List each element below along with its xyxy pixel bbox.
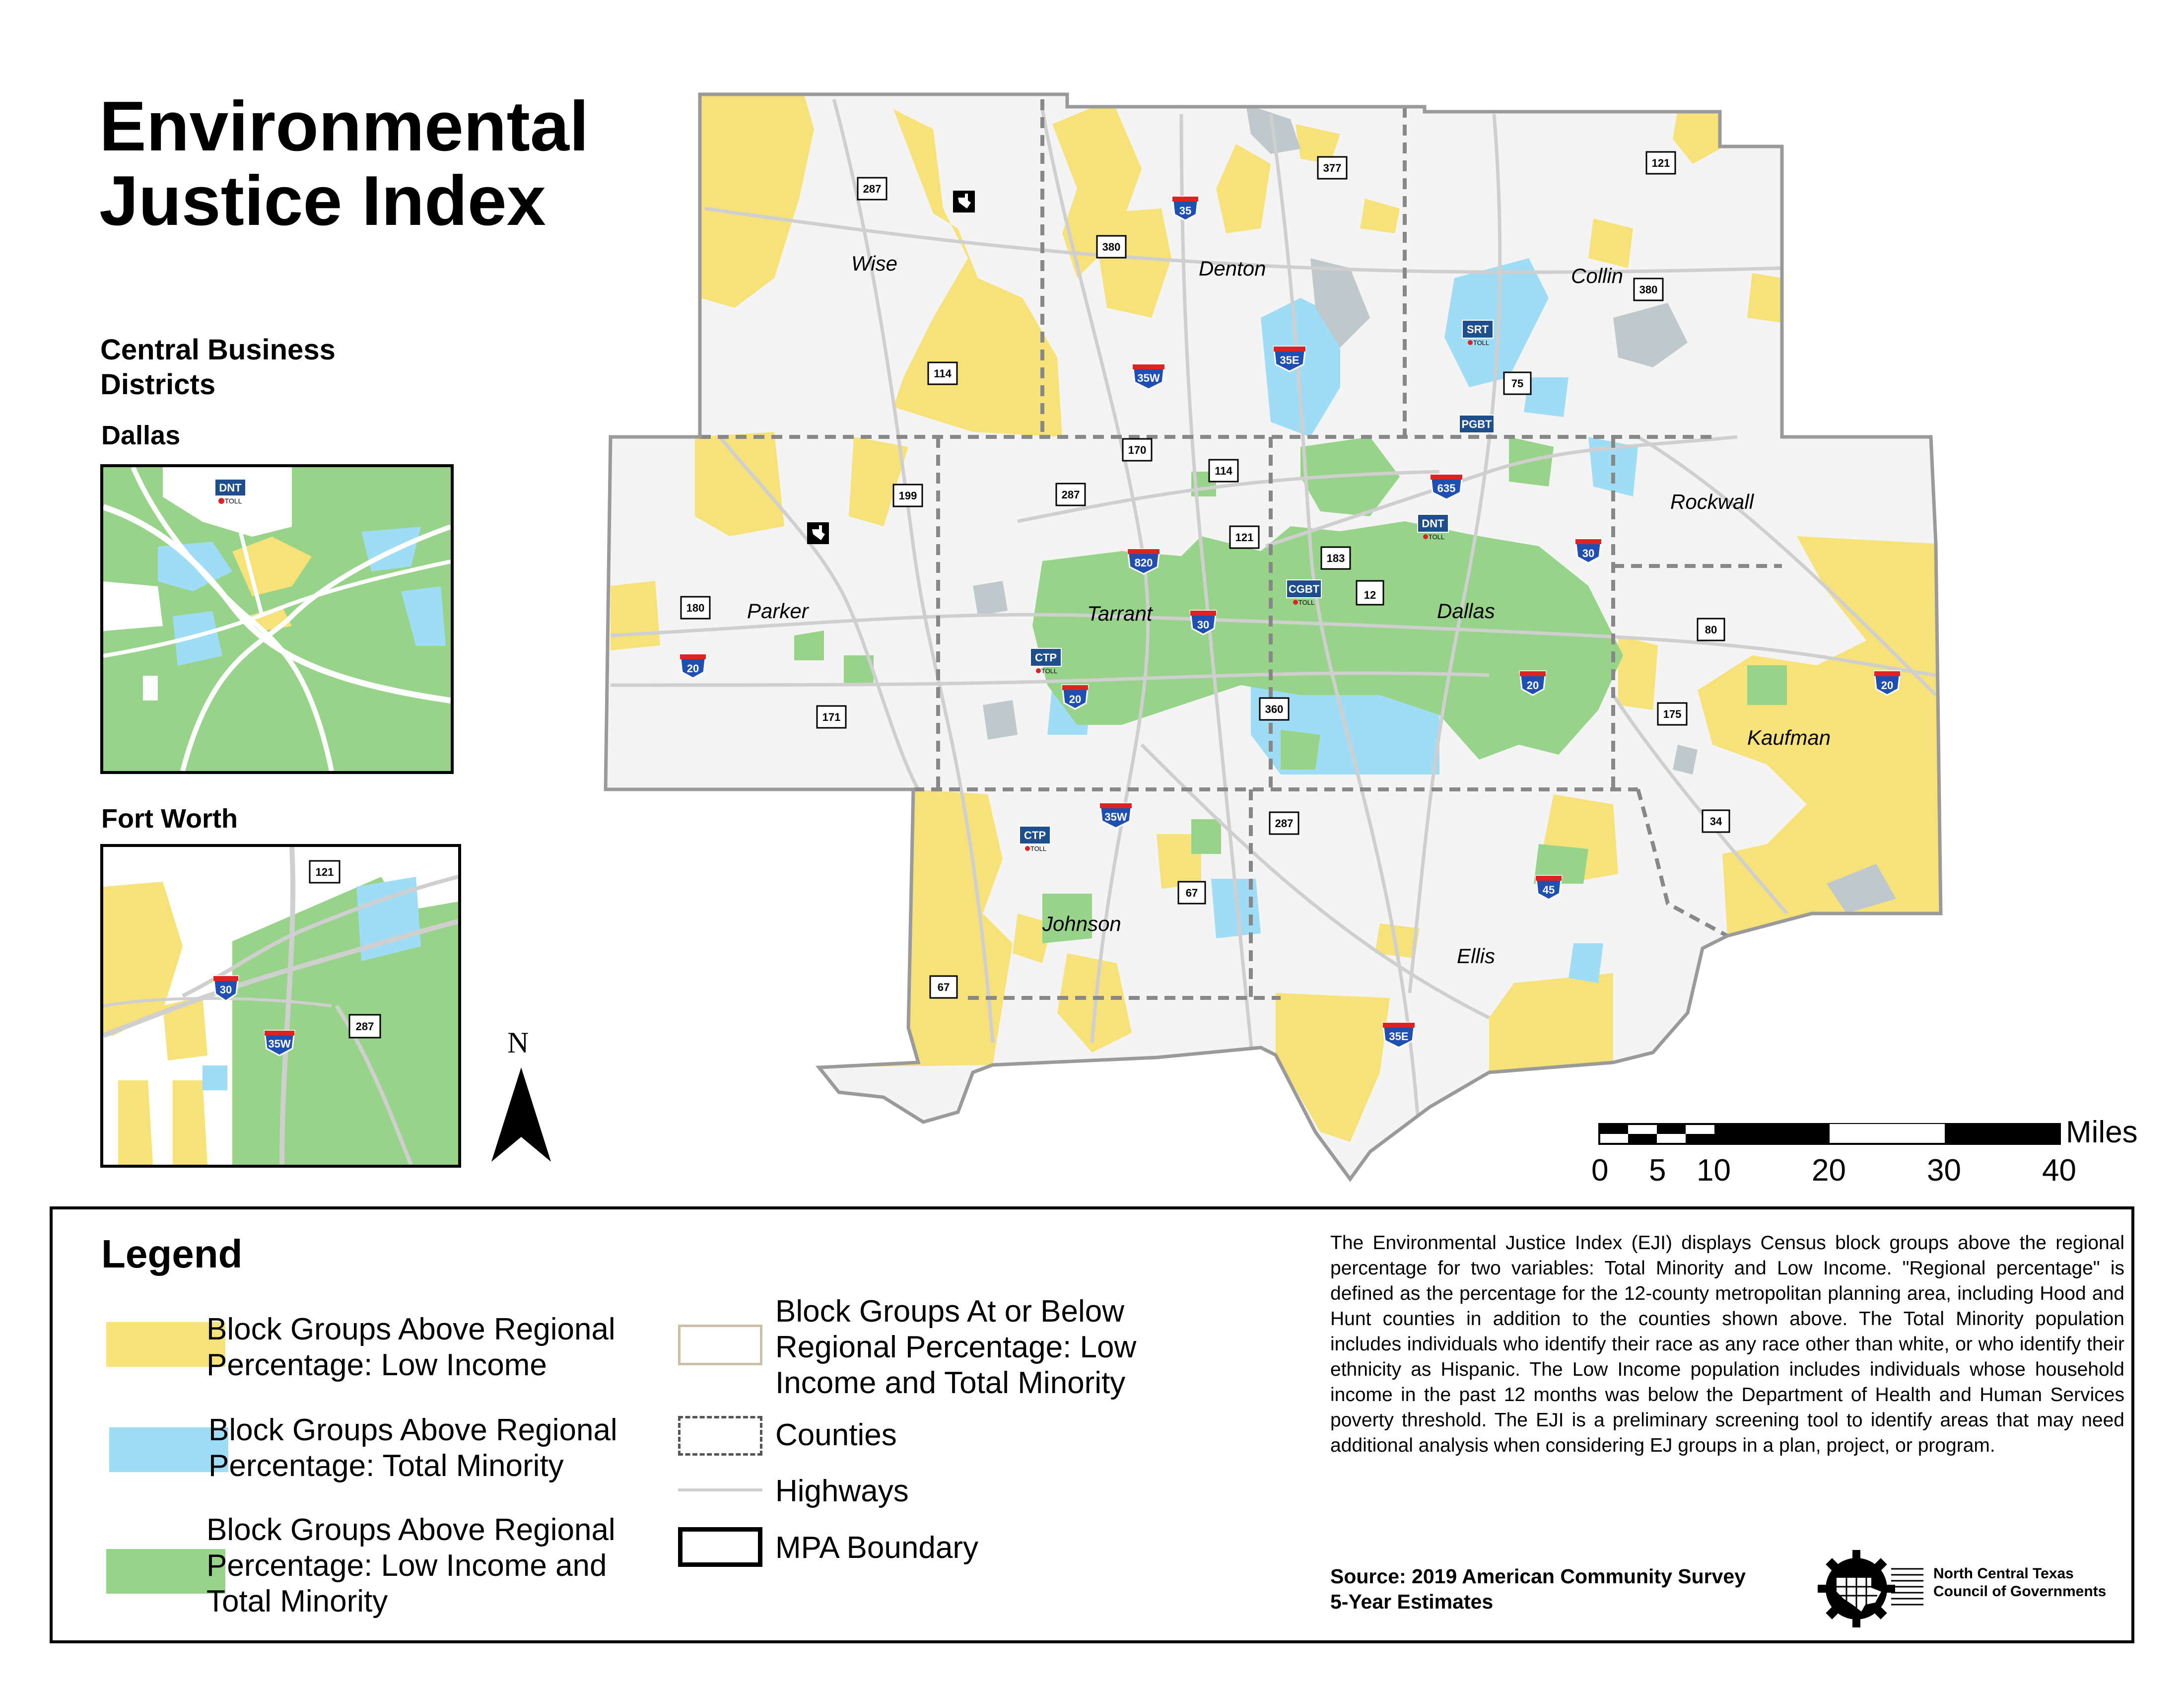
shield-sh121 [1230,526,1259,548]
county-label-parker: Parker [747,599,809,623]
svg-text:35E: 35E [1389,1030,1409,1043]
legend-label-highways: Highways [775,1474,909,1508]
shield-us175 [1658,703,1687,725]
svg-text:20: 20 [1526,679,1539,692]
scale-bar [1599,1124,2060,1144]
legend-swatch-at-or-below [678,1325,762,1365]
shield-sh114 [1209,460,1238,482]
shield-us80 [1698,619,1724,640]
county-label-ellis: Ellis [1457,944,1496,968]
shield-us67-johnson [930,976,957,998]
dallas-inset-label: Dallas [101,421,181,450]
svg-text:PGBT: PGBT [1461,418,1492,430]
shield-sh34 [1703,810,1729,832]
scale-label-5: 5 [1649,1153,1666,1188]
county-label-denton: Denton [1199,257,1266,280]
svg-text:287: 287 [863,183,882,195]
county-label-collin: Collin [1571,264,1624,287]
svg-text:121: 121 [1651,157,1670,169]
map-title: Environmental Justice Index [99,87,589,240]
svg-text:35W: 35W [1137,372,1160,384]
svg-text:114: 114 [1215,465,1232,477]
source-line-1: Source: 2019 American Community Survey [1330,1565,1746,1588]
scale-label-10: 10 [1697,1153,1731,1188]
svg-text:199: 199 [898,490,917,502]
shield-sh199 [893,485,922,506]
shield-sh171 [817,706,846,728]
svg-text:377: 377 [1323,162,1342,174]
legend-title: Legend [101,1232,243,1276]
north-label: N [507,1026,529,1059]
scale-unit-label: Miles [2066,1115,2138,1149]
svg-text:TOLL: TOLL [1428,533,1445,541]
svg-text:TOLL: TOLL [1298,599,1315,606]
legend-label-total-minority: Block Groups Above Regional Percentage: Total Minority [208,1413,617,1483]
svg-text:67: 67 [1185,887,1198,899]
texas-marker-wise [953,191,975,212]
legend-label-at-or-below: Block Groups At or Below Regional Percentage: Low Income and Total Minority [775,1294,1137,1400]
svg-text:380: 380 [1102,241,1121,253]
svg-text:75: 75 [1511,377,1524,390]
svg-text:TOLL: TOLL [1041,667,1058,675]
county-label-kaufman: Kaufman [1747,726,1831,749]
shield-us377 [1318,157,1347,179]
legend-swatch-highways [678,1488,762,1491]
county-label-dallas: Dallas [1437,599,1495,623]
svg-text:380: 380 [1639,283,1658,296]
fw-shield-35w: 35W [268,1038,291,1050]
dallas-inset-dnt-shield: DNT [219,482,242,494]
shield-sh121-collin [1646,152,1675,174]
texas-marker-parker [807,522,829,544]
svg-text:SRT: SRT [1467,323,1489,336]
svg-text:TOLL: TOLL [1473,339,1490,347]
county-label-wise: Wise [851,252,897,275]
shield-us287-ellis [1270,812,1298,834]
svg-text:20: 20 [1881,679,1894,692]
org-line-1: North Central Texas [1933,1565,2074,1582]
county-label-johnson: Johnson [1042,912,1121,935]
shield-sh170 [1123,439,1152,461]
fortworth-inset-label: Fort Worth [101,804,238,834]
shield-loop12 [1357,581,1383,605]
legend-swatch-mpa-boundary [678,1527,762,1567]
svg-text:121: 121 [1235,531,1254,544]
svg-text:35E: 35E [1280,354,1299,366]
dallas-inset-toll-label: TOLL [224,497,242,505]
map-subtitle: Central Business Districts [100,334,336,401]
svg-text:170: 170 [1128,444,1147,456]
fw-shield-287: 287 [355,1020,374,1033]
svg-text:35W: 35W [1104,811,1127,823]
svg-text:30: 30 [1582,547,1595,560]
svg-text:67: 67 [937,981,950,993]
svg-text:20: 20 [1069,693,1082,705]
nctcog-logo-icon [1817,1549,1926,1628]
legend-label-mpa-boundary: MPA Boundary [775,1531,978,1565]
county-label-rockwall: Rockwall [1670,490,1754,513]
scale-label-40: 40 [2042,1153,2076,1188]
legend-label-low-income-and-minority: Block Groups Above Regional Percentage: Low Income and Total Minority [206,1513,615,1618]
fw-shield-i30: 30 [219,984,232,996]
svg-text:114: 114 [934,367,952,380]
svg-text:20: 20 [686,662,699,675]
svg-text:635: 635 [1437,482,1456,494]
svg-text:CTP: CTP [1035,651,1057,664]
svg-text:DNT: DNT [1422,517,1444,530]
svg-text:287: 287 [1061,489,1080,501]
svg-text:34: 34 [1709,815,1722,828]
svg-text:180: 180 [686,602,705,614]
svg-text:CGBT: CGBT [1288,583,1320,595]
svg-text:80: 80 [1705,624,1717,636]
scale-label-20: 20 [1812,1153,1846,1188]
shield-us67 [1178,882,1205,904]
shield-us380-wise [1097,236,1126,258]
svg-text:175: 175 [1663,708,1682,720]
svg-text:820: 820 [1134,557,1153,569]
scale-label-30: 30 [1927,1153,1961,1188]
svg-text:CTP: CTP [1024,829,1046,842]
source-citation [1330,1564,1746,1615]
shield-us380-collin [1634,279,1663,300]
county-label-tarrant: Tarrant [1087,602,1153,625]
legend-swatch-counties [678,1416,762,1456]
svg-text:183: 183 [1326,552,1345,564]
org-line-2: Council of Governments [1933,1583,2107,1600]
shield-sh360 [1260,698,1289,720]
fw-shield-121: 121 [315,866,334,878]
nctcog-name [1933,1565,2106,1601]
scale-label-0: 0 [1591,1153,1609,1188]
svg-text:360: 360 [1265,703,1284,715]
shield-tx114-wise [928,362,957,384]
shield-us287-tarrant [1056,484,1085,505]
svg-text:287: 287 [1275,817,1294,830]
svg-text:TOLL: TOLL [1030,845,1047,852]
shield-pgbt [1459,415,1494,433]
eji-description: The Environmental Justice Index (EJI) displays Census block groups above the regional percentage for two variables: Total Minority and Low Income. "Regional percentage" is defined as the percentage for the 12-county metropolitan planning area, including Hood and Hunt counties in addition to the counties shown above. The Total Minority population includes individuals who identify their race as any race other than white, or who identify their ethnicity as Hispanic. The Low Income population includes individuals whose household income in the past 12 months was below the Department of Health and Human Services poverty threshold. The EJI is a preliminary screening tool to identify areas that may need additional analysis when considering EJ groups in a plan, project, or program. [1330,1232,2124,1456]
shield-us75 [1504,372,1531,394]
legend-label-counties: Counties [775,1418,897,1452]
svg-text:171: 171 [822,711,841,723]
svg-text:30: 30 [1197,619,1210,631]
legend-label-low-income: Block Groups Above Regional Percentage: Low Income [206,1312,615,1382]
svg-text:35: 35 [1179,205,1192,217]
shield-us287-wise [858,178,887,200]
svg-text:45: 45 [1542,884,1555,896]
svg-text:12: 12 [1364,589,1376,601]
source-line-2: 5-Year Estimates [1330,1590,1494,1613]
shield-us180 [681,597,710,619]
shield-sh183 [1321,547,1350,569]
